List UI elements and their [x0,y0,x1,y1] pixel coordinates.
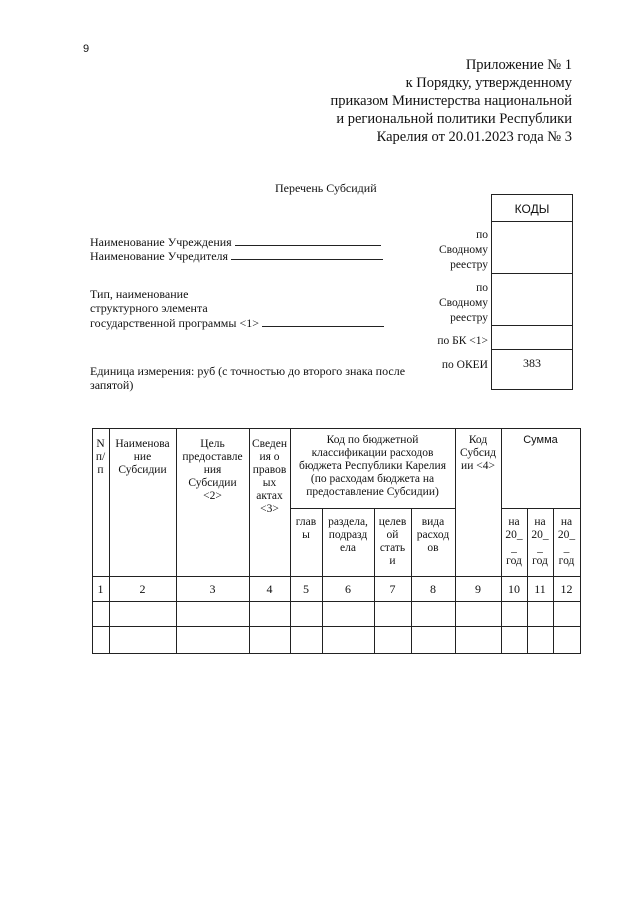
col-header-number [92,438,109,477]
registry-label-text: по [476,282,488,294]
col-header-kbk-vid [411,516,455,555]
document-title: Перечень Субсидий [275,181,377,195]
header-text: на [560,516,573,528]
header-text: Код [468,434,488,446]
header-text: подразд [328,529,368,541]
header-text: ой [386,529,399,541]
header-text: на [534,516,546,528]
col-header-kbk-razdel [322,516,374,555]
bk-label: по БК <1> [437,335,488,347]
header-text: Код по бюджетной [326,434,419,446]
header-text: вида [421,516,445,528]
unit-label-line2: запятой) [90,378,134,392]
header-text: актах [256,490,283,502]
col-header-acts [249,438,290,516]
table-row[interactable] [93,627,580,653]
registry-label-text: по [476,229,488,241]
header-text: ы [302,529,310,541]
header-text: Субсидии [188,477,237,489]
appendix-line: приказом Министерства национальной [330,93,572,109]
unit-label-line1: Единица измерения: руб (с точностью до второго знака после [90,364,406,378]
header-text: классификации расходов [311,447,434,459]
column-number: 2 [139,582,146,596]
page-number: 9 [83,43,90,55]
header-text: ии <4> [461,460,495,472]
header-text: год [558,555,575,567]
registry-label-text: Сводному [438,297,488,309]
col-header-kbk [290,434,455,499]
registry-label-text: Сводному [438,244,488,256]
header-text: <2> [203,490,222,502]
column-number: 6 [345,582,351,596]
header-text: Субсидии [118,464,167,476]
appendix-line: к Порядку, утвержденному [405,75,572,91]
header-text: 20_ [505,529,523,541]
header-text: ние [133,451,152,463]
col-header-sum-year1 [501,516,527,568]
founder-label: Наименование Учредителя [90,249,229,263]
col-header-sum-year2 [527,516,553,568]
header-text: предоставле [182,451,243,463]
header-text: целев [378,516,407,528]
registry-label-text: реестру [450,259,488,271]
header-text: _ [537,542,543,554]
header-text: на [508,516,520,528]
program-label-line3: государственной программы <1> [90,316,259,330]
column-number: 4 [266,582,273,596]
header-text: предоставление Субсидии) [306,486,439,498]
appendix-line: Приложение № 1 [465,57,572,73]
header-text: N [96,438,105,450]
column-number: 7 [389,582,396,596]
header-text: глав [295,516,317,528]
column-number: 11 [534,582,546,596]
header-text: <3> [260,503,279,515]
column-number: 8 [430,582,436,596]
header-text: ния [203,464,222,476]
column-number: 3 [209,582,216,596]
col-header-sum: Сумма [523,434,558,446]
registry-label-text: реестру [450,312,488,324]
header-text: п/ [95,451,106,463]
column-number: 12 [560,582,573,596]
header-text: расход [416,529,450,541]
header-text: _ [511,542,517,554]
appendix-line: и региональной политики Республики [336,111,572,127]
header-text: Наименова [115,438,170,450]
codes-header: КОДЫ [514,202,550,216]
header-text: год [506,555,522,567]
appendix-line: Карелия от 20.01.2023 года № 3 [376,129,572,145]
col-header-name [109,438,176,477]
header-text: ела [340,542,356,554]
okei-label: по ОКЕИ [441,359,488,371]
header-text: ия о [259,451,280,463]
header-text: (по расходам бюджета на [310,473,435,485]
header-text: 20_ [557,529,576,541]
program-label-line1: Тип, наименование [90,287,189,301]
column-number: 9 [475,582,481,596]
column-number: 1 [97,582,104,596]
header-text: 20_ [531,529,549,541]
header-text: и [389,555,396,567]
col-header-goal [176,438,249,503]
header-text: ов [427,542,439,554]
header-text: Субсид [460,447,496,459]
column-number: 10 [508,582,520,596]
header-text: Цель [200,438,225,450]
header-text: бюджета Республики Карелия [299,460,446,472]
okei-code-cell: 383 [492,349,572,391]
col-header-code [455,434,501,473]
program-label-line2: структурного элемента [90,301,208,315]
header-text: правов [252,464,287,476]
institution-label: Наименование Учреждения [90,235,232,249]
header-text: Сведен [251,438,288,450]
header-text: _ [563,542,570,554]
table-row[interactable] [93,602,580,626]
col-header-sum-year3 [553,516,580,568]
header-text: раздела, [328,516,368,528]
header-text: ых [262,477,277,489]
col-header-kbk-stat [374,516,411,568]
header-text: п [97,464,104,476]
header-text: стать [379,542,406,554]
column-number: 5 [303,582,309,596]
header-text: год [532,555,548,567]
col-header-kbk-glava [290,516,322,542]
